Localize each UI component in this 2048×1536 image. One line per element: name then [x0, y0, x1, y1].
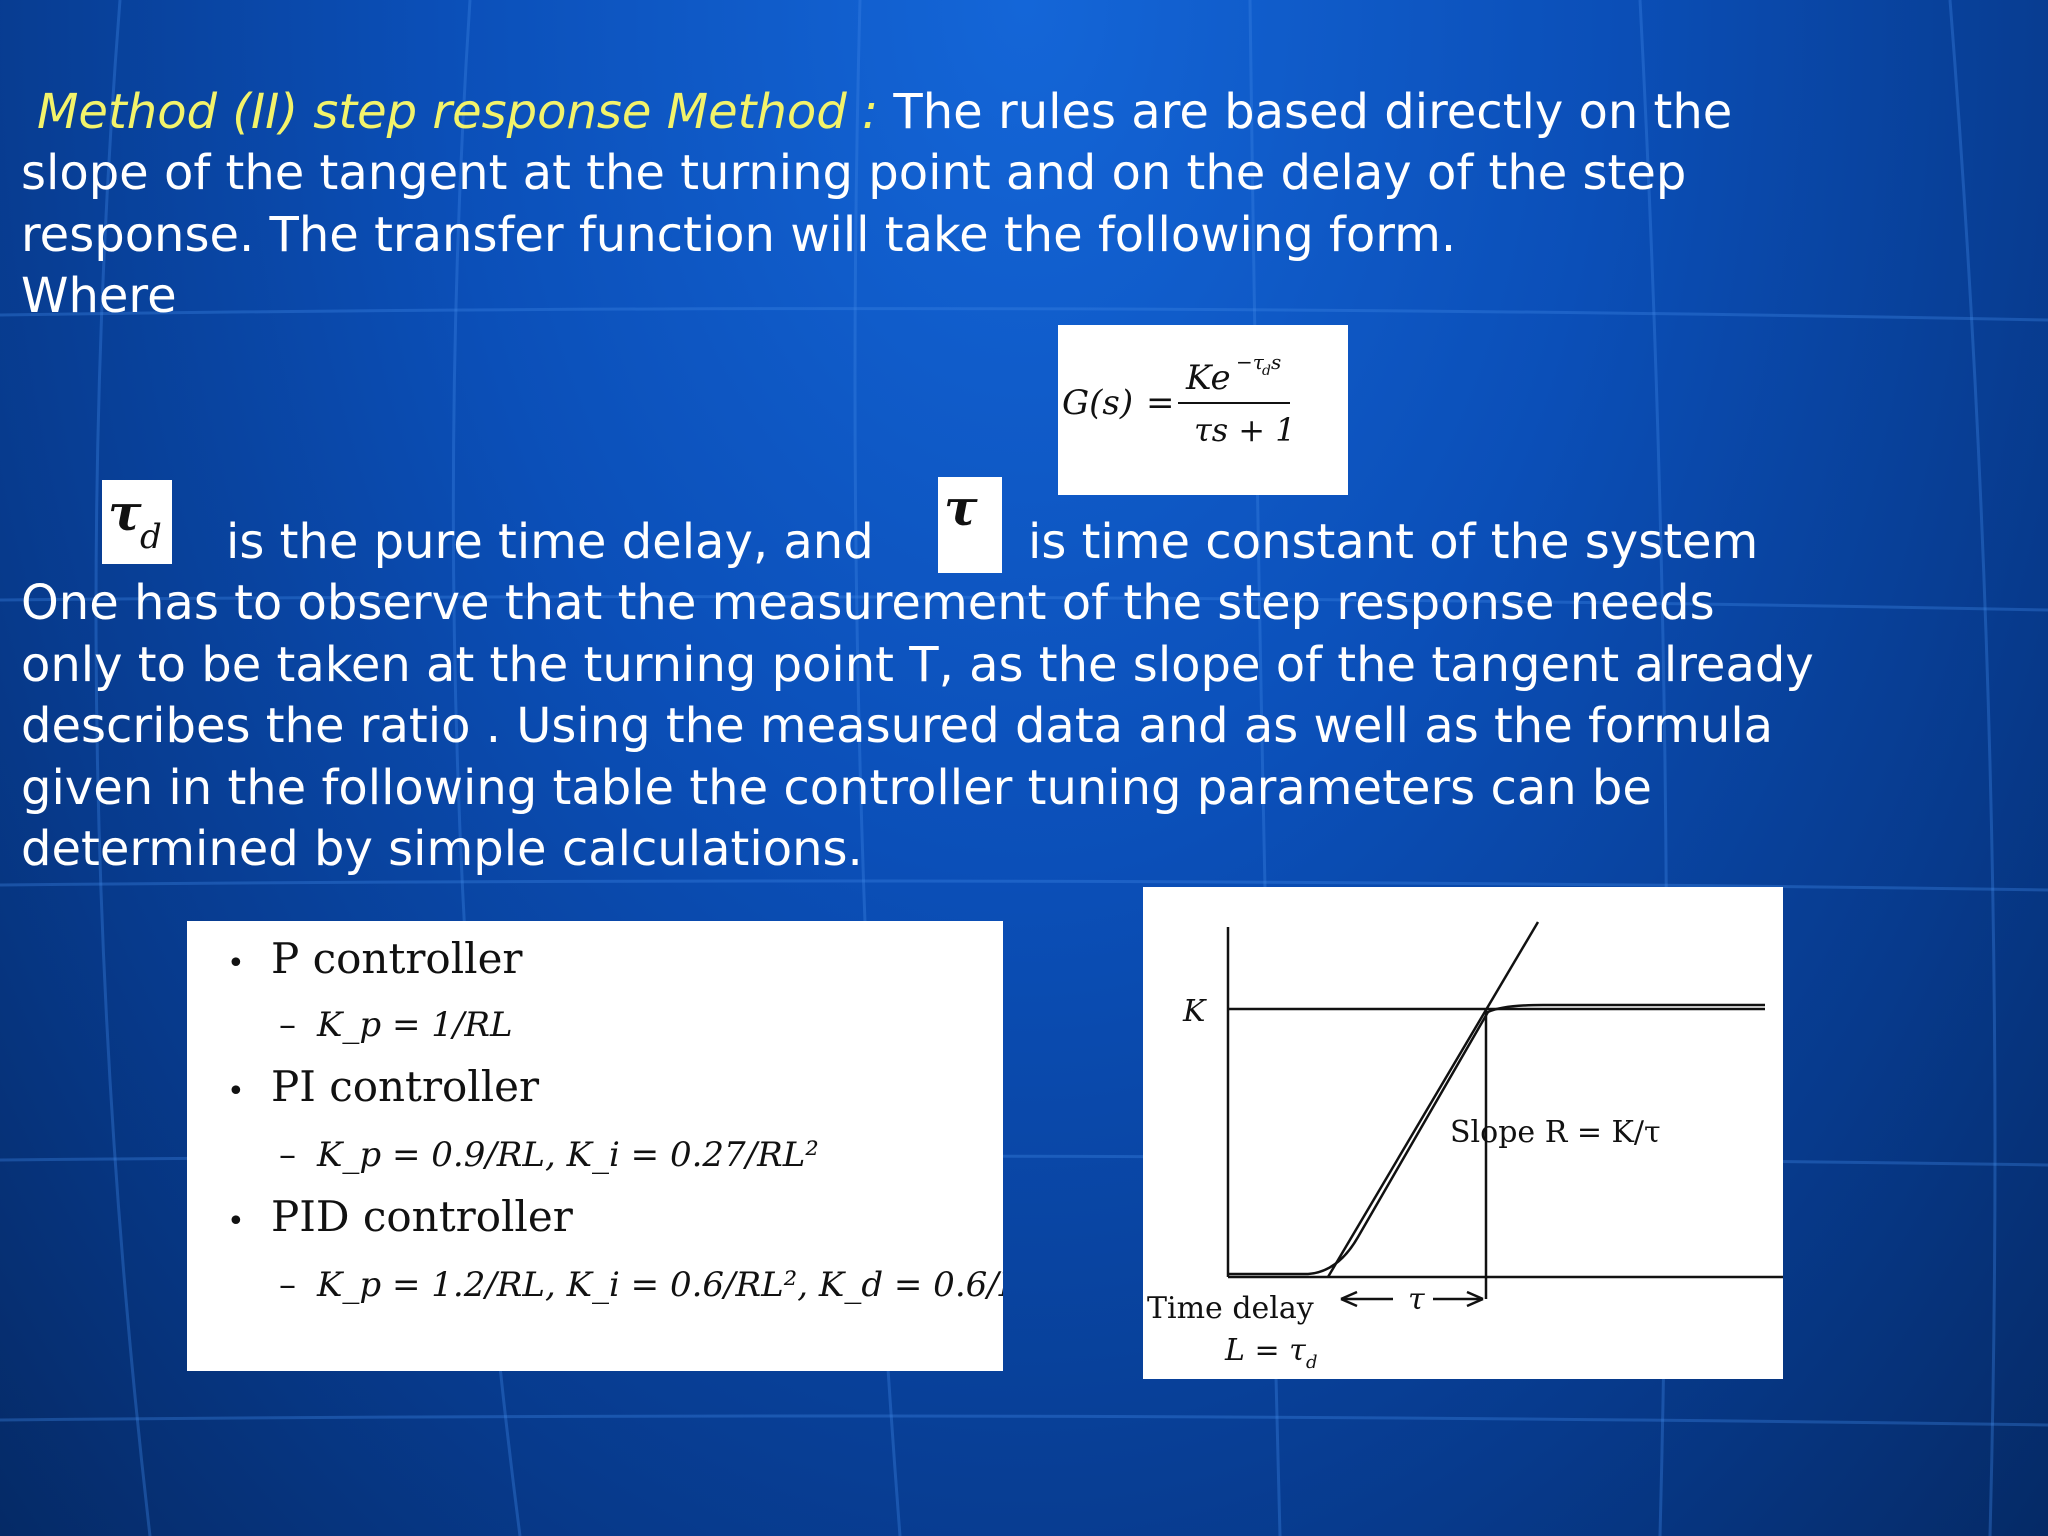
dash-pi: –	[279, 1135, 296, 1175]
delay-equation-sub: d	[1306, 1352, 1318, 1373]
pid-controller-formula: K_p = 1.2/RL, K_i = 0.6/RL², K_d = 0.6/R	[317, 1265, 1003, 1305]
formula-lhs: G(s)	[1062, 383, 1134, 423]
tau-symbol	[938, 477, 1002, 573]
dash-p: –	[279, 1005, 296, 1045]
step-response-plot	[1143, 887, 1783, 1379]
tau-symbol-box	[938, 477, 1002, 573]
controller-table	[187, 921, 1003, 1371]
p-controller-title: P controller	[271, 934, 523, 983]
pi-controller-formula: K_p = 0.9/RL, K_i = 0.27/RL²	[317, 1135, 819, 1175]
transfer-function-box	[1058, 325, 1348, 495]
definition-part-1: is the pure time delay, and	[226, 514, 874, 570]
p-controller-formula: K_p = 1/RL	[317, 1005, 513, 1045]
method-heading: Method (II) step response Method :	[37, 84, 879, 140]
intro-line-4: Where	[21, 268, 177, 324]
paragraph-line-4: given in the following table the controller tuning parameters can be	[21, 760, 1652, 816]
formula-numerator: Ke	[1186, 358, 1231, 398]
paragraph-line-1: One has to observe that the measurement of the step response needs	[21, 575, 1715, 631]
definition-part-2: is time constant of the system	[1028, 514, 1759, 570]
formula-equals: =	[1146, 383, 1175, 423]
tau-d-subscript: d	[140, 517, 162, 557]
tau-label: τ	[1408, 1282, 1425, 1317]
tau-glyph: τ	[944, 478, 978, 537]
controller-table-content	[187, 921, 1003, 1371]
formula-exponent: −τ	[1236, 350, 1264, 374]
tau-d-glyph: τ	[108, 483, 142, 542]
delay-equation: L = τ	[1225, 1333, 1306, 1368]
intro-line-1	[21, 82, 1732, 144]
intro-line-1-rest: The rules are based directly on the	[878, 84, 1733, 140]
formula-exponent-tail: s	[1271, 350, 1282, 374]
paragraph-line-5: determined by simple calculations.	[21, 821, 863, 877]
bullet-pid: •	[227, 1204, 245, 1239]
pid-controller-title: PID controller	[271, 1192, 573, 1241]
slope-label: Slope R = K/τ	[1450, 1115, 1661, 1150]
step-response-graph	[1143, 887, 1783, 1379]
formula-denominator: τs + 1	[1194, 411, 1296, 449]
tangent-line	[1328, 922, 1538, 1277]
pi-controller-title: PI controller	[271, 1062, 540, 1111]
bullet-p: •	[227, 946, 245, 981]
intro-line-3: response. The transfer function will take the following form.	[21, 207, 1457, 263]
intro-line-2: slope of the tangent at the turning point and on the delay of the step	[21, 145, 1687, 201]
tau-d-symbol-box	[102, 480, 172, 564]
bullet-pi: •	[227, 1074, 245, 1109]
tau-d-symbol	[102, 480, 172, 564]
time-delay-label: Time delay	[1147, 1291, 1314, 1326]
paragraph-line-3: describes the ratio . Using the measured data and as well as the formula	[21, 698, 1774, 754]
paragraph-line-2: only to be taken at the turning point T, as the slope of the tangent already	[21, 637, 1814, 693]
formula-exponent-sub: d	[1262, 363, 1271, 379]
transfer-function-formula	[1058, 325, 1348, 495]
k-label: K	[1183, 994, 1206, 1029]
dash-pid: –	[279, 1265, 296, 1305]
